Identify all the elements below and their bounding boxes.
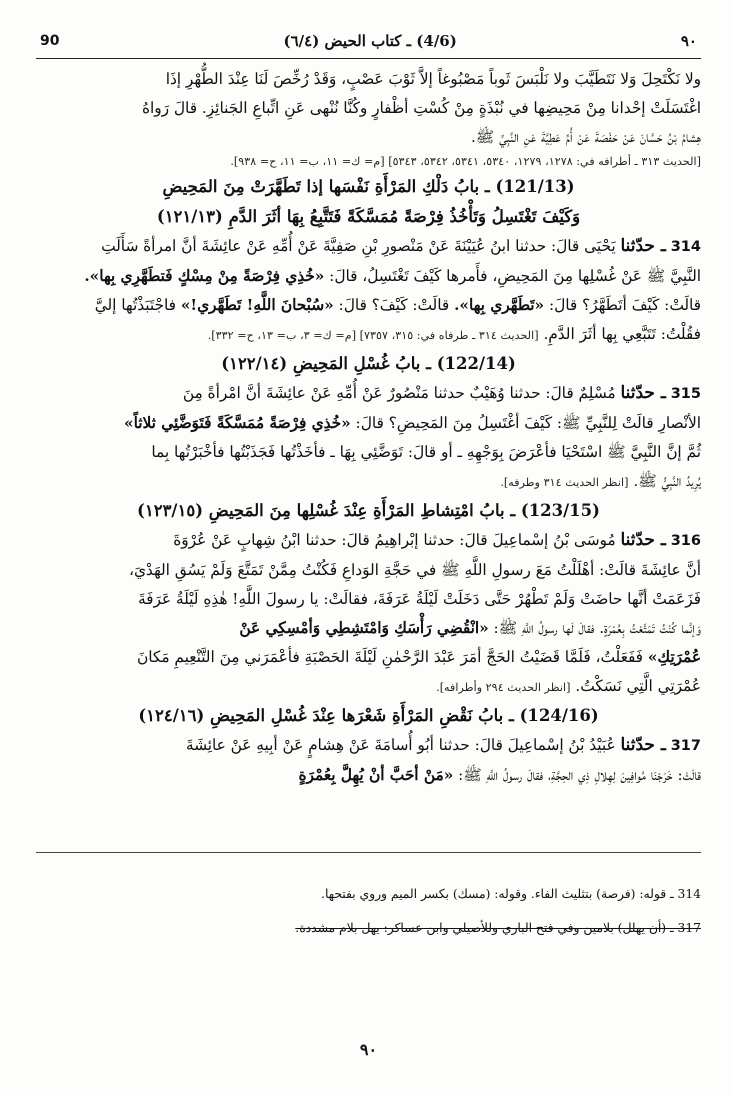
footnote-317: 317 ـ (أن يهلل) بلامين وفي فتح الباري وللأصيلي وابن عساكر: يهل بلام مشددة. <box>295 921 701 935</box>
hadith-number: 314 <box>670 239 701 255</box>
matn-text: «مَنْ أحَبَّ أنْ يُهِلَّ بِعُمْرَةٍ <box>298 766 454 784</box>
matn-text: «سُبْحانَ اللَّهِ! تَطَهَّري!» <box>180 296 334 314</box>
matn-text: عُمْرَتِكِ» <box>647 648 701 666</box>
hadith-line <box>36 291 701 320</box>
chapter-title: (122/14) ـ بابُ غُسْلِ المَحِيضِ (١٢٢/١٤) <box>221 354 516 373</box>
matn-text: «انْقُضِي رَأْسَكِ وَامْتَشِطِي وَأمْسِكِي عَنْ <box>239 619 489 637</box>
text-span: يُرِيدُ النَّبِيُّ ﷺ. <box>633 472 701 490</box>
running-title: (4/6) ـ كتاب الحيض (٦/٤) <box>283 32 457 50</box>
hadith-reference: [الحديث ٣١٤ ـ طرفاه في: ٣١٥، ٧٣٥٧] [م= ك= ٣، ب= ١٣، ح= ٣٣٢]. <box>207 329 539 342</box>
text-span: فاجْتَبَذْتُها إليَّ <box>94 296 176 314</box>
text-span: فقُلْتُ: تَتَبَّعِي بِها أثَرَ الدَّمِ. <box>543 325 701 343</box>
chapter-title: (124/16) ـ بابُ نَقْضِ المَرْأَةِ شَعْرَها عِنْدَ غُسْلِ المَحِيضِ (١٢٤/١٦) <box>138 706 599 725</box>
hadith-line <box>36 232 701 262</box>
haddathana-label: ـ حدّثنا <box>620 383 666 403</box>
matn-text: «خُذِي فِرْصَةً مِنْ مِسْكٍ فَتطَهَّرِي بِها». <box>84 267 325 285</box>
text-span: قالَتْ: كَيْفَ أتَطَهَّرُ؟ قالَ: <box>548 296 701 314</box>
hadith-line <box>36 672 701 701</box>
hadith-line <box>36 467 701 496</box>
text-span: مُسْلِمٌ قالَ: حدثنا وُهَيْبٌ حدثنا مَنْصُورٌ عَنْ أُمِّهِ عَنْ عائِشَةَ أنَّ امْرأةً مِنَ <box>182 384 616 402</box>
hadith-reference: [انظر الحديث ٢٩٤ وأطرافه]. <box>436 681 571 694</box>
hadith-line <box>36 761 701 790</box>
text-line: هِشامُ بْنُ حَسَّانَ عَنْ حَفْصَةَ عَنْ أُمِّ عَطِيَّةَ عَنِ النَّبِيِّ ﷺ. <box>470 128 701 146</box>
text-span: عُمْرَتِي الَّتِي نَسَكْتُ. <box>575 677 701 695</box>
hadith-reference: [انظر الحديث ٣١٤ وطرفه]. <box>500 476 629 489</box>
footer-page-number: ٩٠ <box>359 1040 378 1059</box>
text-span: يَحْيَى قالَ: حدثنا ابنُ عُيَيْنَةَ عَنْ مَنْصورِ بْنِ صَفِيَّةَ عَنْ أُمِّهِ عَنْ عائِشَةَ أنَّ امرأةً سَأَلَتِ <box>101 237 616 255</box>
text-line: أنَّ عائِشَةَ قالَتْ: أهْلَلْتُ مَعَ رسولِ اللَّهِ ﷺ في حَجَّةِ الوَداعِ فَكُنْتُ مِمَّنْ تَمَتَّعَ وَلَمْ يَسُقِ الهَدْيَ، <box>129 561 701 579</box>
chapter-title: (121/13) ـ بابُ دَلْكِ المَرْأَةِ نَفْسَها إذا تَطَهَّرَتْ مِنَ المَحِيضِ <box>162 177 575 196</box>
haddathana-label: ـ حدّثنا <box>620 236 666 256</box>
text-span: الأنْصارِ قالَتْ لِلنَّبِيِّ ﷺ: كَيْفَ أغْتَسِلُ مِنَ المَحِيضِ؟ قالَ: <box>355 414 701 432</box>
text-span: مُوسَى بْنُ إسْماعِيلَ قالَ: حدثنا إبْراهِيمُ قالَ: حدثنا ابْنُ شِهابٍ عَنْ عُرْوَةَ <box>173 531 616 549</box>
page-number-latin: 90 <box>40 33 60 49</box>
hadith-line <box>36 643 701 672</box>
hadith-number: 315 <box>670 386 701 402</box>
hadith-line <box>36 409 701 438</box>
footnotes <box>36 852 701 945</box>
page-header <box>36 24 701 59</box>
text-line: اغْتَسَلَتْ إحْدانا مِنْ مَحِيضِها في نُبْذَةٍ مِنْ كُسْتِ أظْفارٍ وكُنَّا نُنْهى عَنِ اتِّباعِ الجَنائِزِ. قالَ رَواهُ <box>142 99 701 117</box>
hadith-line <box>36 379 701 409</box>
matn-text: «خُذِي فِرْصَةً مُمَسَّكَةً فَتَوَضَّئِي ثلاثاً» <box>124 414 351 432</box>
hadith-line <box>36 320 701 349</box>
text-line: فَزَعَمَتْ أنَّها حاضَتْ وَلَمْ تَطْهُرْ حَتَّى دَخَلَتْ لَيْلَةُ عَرَفَةَ، فقالَتْ: يا رسولَ اللَّهِ! هٰذِهِ لَيْلَةُ عَرَفَةَ <box>137 590 701 608</box>
chapter-subtitle: وَكَيْفَ تَغْتَسِلُ وَتَأْخُذُ فِرْصَةً مُمَسَّكَةً فَتَتَّبِعُ بِهَا أثَرَ الدَّمِ (١٢١/١٣) <box>156 207 581 226</box>
book-page <box>36 24 701 1074</box>
text-span: النَّبِيَّ ﷺ عَنْ غُسْلِها مِنَ المَحِيضِ، فأَمرها كَيْفَ تَغْتَسِلُ، قالَ: <box>329 267 701 285</box>
footnote-314: 314 ـ قوله: (فرصة) بتثليث الفاء. وقوله: (مسك) بكسر الميم وروي بفتحها. <box>321 887 701 901</box>
main-text <box>36 65 701 790</box>
page-number-arabic: ٩٠ <box>680 32 697 50</box>
text-span: قالَتْ: كَيْفَ؟ قالَ: <box>338 296 450 314</box>
hadith-number: 317 <box>670 738 701 754</box>
haddathana-label: ـ حدّثنا <box>620 530 666 550</box>
text-span: فَفَعَلْتُ، فَلَمَّا قَضَيْتُ الحَجَّ أمَرَ عَبْدَ الرَّحْمٰنِ لَيْلَةَ الحَصْبَةِ فأعْمَرَني مِنَ التَّنْعِيمِ مَكانَ <box>137 648 643 666</box>
hadith-line <box>36 614 701 643</box>
hadith-number: 316 <box>670 533 701 549</box>
hadith-line <box>36 731 701 761</box>
hadith-line <box>36 526 701 556</box>
hadith-reference: [الحديث ٣١٣ ـ أطرافه في: ١٢٧٨، ١٢٧٩، ٥٣٤٠، ٥٣٤١، ٥٣٤٢، ٥٣٤٣] [م= ك= ١١، ب= ١١، ح= ٩٣٨]. <box>230 155 701 168</box>
text-span: وَإنَّما كُنْتُ تَمَتَّعْتُ بِعُمْرَةٍ. فقالَ لَها رسولُ اللَّهِ ﷺ: <box>493 619 701 637</box>
text-span: قالَتْ: خَرَجْنَا مُوافِينَ لِهِلالِ ذِي الحِجَّةِ، فقالَ رسولُ اللَّهِ ﷺ: <box>458 766 701 784</box>
chapter-title: (123/15) ـ بابُ امْتِشاطِ المَرْأَةِ عِنْدَ غُسْلِها مِنَ المَحِيضِ (١٢٣/١٥) <box>137 501 600 520</box>
text-span: عُبَيْدُ بْنُ إسْماعِيلَ قالَ: حدثنا أبُو أُسامَةَ عَنْ هِشامٍ عَنْ أبِيهِ عَنْ عائِشَةَ <box>185 736 616 754</box>
text-line: ثُمَّ إنَّ النَّبِيَّ ﷺ اسْتَحْيَا فأعْرَضَ بِوَجْهِهِ ـ أو قالَ: تَوَضَّئِي بِهَا ـ فأخَذْتُها فَجَذَبْتُها فأخْبَرْتُها بِما <box>151 443 701 461</box>
matn-text: «تَطَهَّري بِها». <box>454 296 545 314</box>
text-line: ولا نَكْتَحِلَ وَلا نَتَطَيَّبَ ولا نَلْبَسَ ثَوباً مَصْبُوغاً إلاَّ ثَوْبَ عَصْبٍ، وَقَدْ رُخِّصَ لَنَا عِنْدَ الطُّهْرِ إذَا <box>165 70 701 88</box>
hadith-line <box>36 262 701 291</box>
haddathana-label: ـ حدّثنا <box>620 735 666 755</box>
